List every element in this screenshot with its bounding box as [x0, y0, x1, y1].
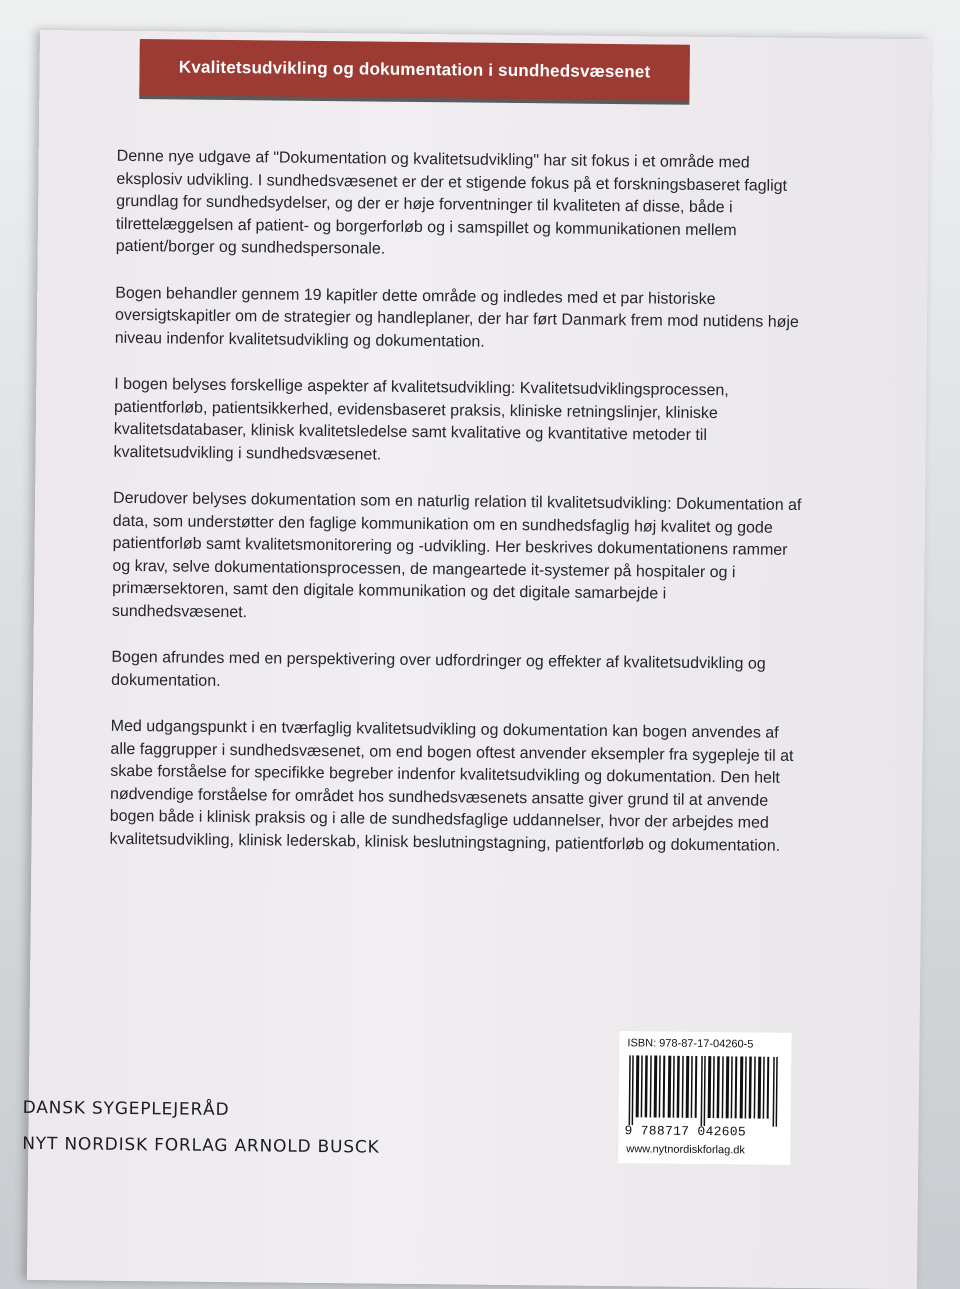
title-banner-text: Kvalitetsudvikling og dokumentation i sundhedsvæsenet: [178, 57, 651, 82]
blurb-paragraph-6: Med udgangspunkt i en tværfaglig kvalitetsudvikling og dokumentation kan bogen anvendes af alle faggrupper i sundhedsvæsenet, om end bogen oftest anvender eksempler fra sygepleje til at skabe forståelse for specifikke begreber indenfor kvalitetsudvikling og dokumentation. Den helt nødvendige forståelse for området hos sundhedsvæsenets ansatte giver grund til at anvende bogen både i klinisk praksis og i alle de sundhedsfaglige uddannelser, hvor der arbejdes med kvalitetsudvikling, klinisk lederskab, klinisk beslutningstagning, patientforløb og dokumentation.: [109, 717, 794, 855]
blurb-paragraph-2: Bogen behandler gennem 19 kapitler dette område og indledes med et par historiske oversigtskapitler om de strategier og handleplaner, der har ført Danmark frem mod nutidens høje niveau indenfor kvalitetsudvikling og dokumentation.: [114, 284, 799, 351]
barcode-sticker: [618, 1031, 791, 1165]
publisher-website: www.nytnordiskforlag.dk: [626, 1143, 745, 1157]
publisher-block: [22, 1090, 380, 1166]
book-back-cover: [22, 30, 930, 1289]
blurb-text: [109, 146, 807, 882]
barcode-digits: 9 788717 042605: [624, 1123, 747, 1140]
blurb-paragraph-1: Denne nye udgave af "Dokumentation og kvalitetsudvikling" har sit fokus i et område med eksplosiv udvikling. I sundhedsvæsenet er der et stigende fokus på et forskningsbaseret fagligt grundlag for sundhedsydelser, og der er høje forventninger til kvaliteten af disse, både i tilrettelæggelsen af patient- og borgerforløb og i samspillet og kommunikationen mellem patient/borger og sundhedspersonale.: [115, 147, 788, 258]
blurb-paragraph-4: Derudover belyses dokumentation som en naturlig relation til kvalitetsudvikling: Dokumentation af data, som understøtter den faglige kommunikation om en sundhedsfaglig høj kvalitet og gode patientforløb samt kvalitetsmonitorering og -udvikling. Her beskrives dokumentationens rammer og krav, selve dokumentationsprocessen, de mangeartede it-systemer på hospitaler og i primærsektoren, samt den digitale kommunikation og det digitale samarbejde i sundhedsvæsenet.: [111, 489, 802, 621]
blurb-paragraph-3: I bogen belyses forskellige aspekter af kvalitetsudvikling: Kvalitetsudviklingsprocessen, patientforløb, patientsikkerhed, evidensbaseret praksis, kliniske retningslinjer, kliniske kvalitetsdatabaser, klinisk kvalitetsledelse samt kvalitative og kvantitative metoder til kvalitetsudvikling i sundhedsvæsenet.: [113, 375, 729, 464]
publisher-name-2: NYT NORDISK FORLAG ARNOLD BUSCK: [22, 1133, 380, 1158]
title-banner: [139, 39, 690, 101]
barcode-icon: [627, 1055, 784, 1127]
isbn-label: ISBN: 978-87-17-04260-5: [627, 1037, 754, 1051]
publisher-name-1: DANSK SYGEPLEJERÅD: [22, 1097, 230, 1121]
blurb-paragraph-5: Bogen afrundes med en perspektivering over udfordringer og effekter af kvalitetsudvikling og dokumentation.: [111, 648, 766, 690]
